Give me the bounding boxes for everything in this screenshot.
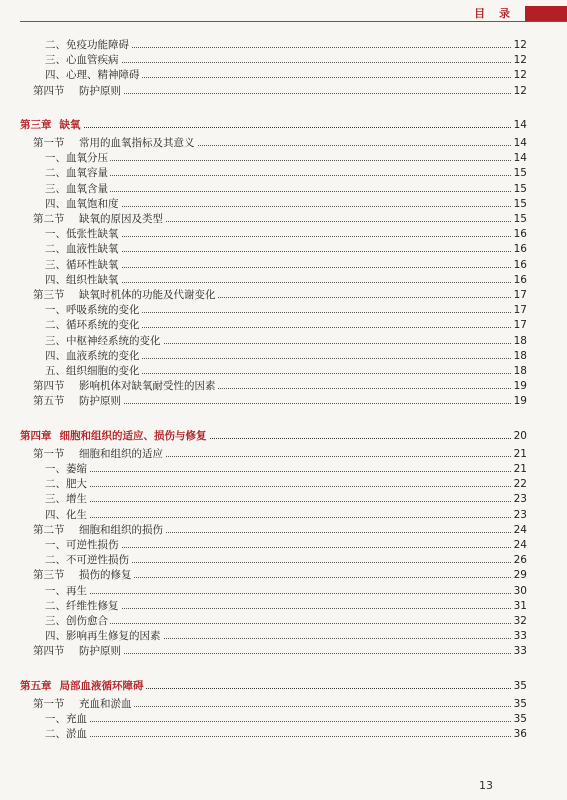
toc-entry-text: 一、低张性缺氧 — [45, 228, 119, 241]
toc-entry-page: 19 — [513, 380, 527, 393]
toc-item-entry[interactable] — [0, 598, 567, 614]
toc-entry-text: 一、萎缩 — [45, 463, 87, 475]
toc-entry-page: 19 — [513, 395, 527, 408]
toc-entry-number: 第一节 — [33, 137, 65, 149]
toc-entry-number: 第四节 — [33, 645, 65, 658]
toc-entry-title — [45, 241, 121, 257]
toc-entry-page: 23 — [513, 493, 527, 506]
toc-entry-title — [45, 552, 131, 568]
toc-entry-page: 16 — [513, 258, 527, 271]
toc-entry-title — [45, 317, 142, 333]
toc-entry-page: 35 — [513, 679, 527, 692]
toc-entry-page: 15 — [513, 167, 527, 180]
toc-entry-number: 第五节 — [33, 395, 65, 408]
toc-entry-text: 三、心血管疾病 — [45, 54, 119, 67]
toc-item-entry[interactable] — [0, 476, 567, 492]
toc-entry-number: 第三节 — [33, 569, 65, 582]
dot-leader — [45, 721, 511, 722]
toc-entry-page: 35 — [513, 697, 527, 710]
toc-entry-text: 影响机体对缺氧耐受性的因素 — [79, 380, 216, 393]
toc-entry-page: 26 — [513, 554, 527, 567]
toc-entry-title — [45, 196, 121, 212]
toc-item-entry[interactable] — [0, 537, 567, 553]
toc-entry-text: 一、可逆性损伤 — [45, 539, 119, 551]
toc-entry-text: 细胞和组织的适应、损伤与修复 — [59, 429, 207, 442]
toc-entry-text: 二、免疫功能障碍 — [45, 39, 129, 51]
toc-entry-title — [20, 428, 209, 444]
toc-entry-title — [45, 67, 142, 83]
toc-entry-text: 二、循环系统的变化 — [45, 319, 140, 332]
toc-item-entry[interactable] — [0, 726, 567, 742]
toc-entry-number: 第一节 — [33, 447, 65, 460]
toc-entry-title — [45, 257, 121, 273]
toc-entry-page: 12 — [513, 84, 527, 97]
toc-section-entry[interactable] — [0, 522, 567, 538]
header-title: 目 录 — [474, 7, 515, 20]
toc-entry-page: 16 — [513, 273, 527, 286]
toc-entry-page: 20 — [513, 429, 527, 442]
toc-item-entry[interactable] — [0, 317, 567, 333]
dot-leader — [20, 127, 511, 128]
toc-entry-page: 15 — [513, 197, 527, 210]
toc-entry-page: 29 — [513, 569, 527, 582]
toc-entry-text: 缺氧的原因及类型 — [79, 213, 163, 225]
toc-entry-text: 二、不可逆性损伤 — [45, 554, 129, 567]
dot-leader — [45, 501, 511, 502]
toc-entry-number: 第三节 — [33, 289, 65, 301]
toc-entry-page: 33 — [513, 630, 527, 643]
toc-item-entry[interactable] — [0, 628, 567, 644]
dot-leader — [45, 623, 511, 624]
toc-item-entry[interactable] — [0, 711, 567, 727]
toc-entry-page: 24 — [513, 523, 527, 536]
toc-entry-page: 23 — [513, 508, 527, 521]
toc-entry-page: 14 — [513, 152, 527, 165]
toc-entry-text: 二、血液性缺氧 — [45, 243, 119, 256]
toc-item-entry[interactable] — [0, 226, 567, 242]
toc-entry-title — [33, 567, 134, 583]
toc-entry-title — [45, 348, 142, 364]
toc-entry-title — [45, 333, 163, 349]
toc-entry-text: 三、创伤愈合 — [45, 615, 108, 627]
toc-entry-title — [45, 226, 121, 242]
toc-entry-text: 损伤的修复 — [79, 569, 132, 582]
toc-item-entry[interactable] — [0, 507, 567, 523]
toc-item-entry[interactable] — [0, 272, 567, 288]
toc-entry-text: 三、中枢神经系统的变化 — [45, 334, 161, 347]
toc-entry-page: 12 — [513, 69, 527, 82]
toc-item-entry[interactable] — [0, 491, 567, 507]
toc-entry-page: 24 — [513, 539, 527, 551]
toc-entry-title — [33, 211, 165, 227]
toc-entry-title — [45, 165, 110, 181]
toc-section-entry[interactable] — [0, 135, 567, 151]
toc-section-entry[interactable] — [0, 378, 567, 394]
toc-entry-text: 缺氧时机体的功能及代谢变化 — [79, 289, 216, 301]
toc-entry-text: 防护原则 — [79, 645, 121, 658]
toc-entry-title — [20, 117, 83, 133]
toc-entry-title — [45, 711, 89, 727]
toc-entry-page: 15 — [513, 213, 527, 225]
toc-entry-text: 二、血氧容量 — [45, 167, 108, 180]
toc-entry-title — [45, 150, 110, 166]
toc-section-entry[interactable] — [0, 696, 567, 712]
toc-entry-page: 16 — [513, 243, 527, 256]
toc-entry-text: 细胞和组织的损伤 — [79, 523, 163, 536]
toc-entry-page: 22 — [513, 478, 527, 491]
toc-entry-title — [45, 507, 89, 523]
toc-entry-text: 常用的血氧指标及其意义 — [79, 137, 195, 149]
toc-section-entry[interactable] — [0, 567, 567, 583]
toc-item-entry[interactable] — [0, 363, 567, 379]
dot-leader — [45, 593, 511, 594]
toc-entry-number: 第四章 — [20, 429, 52, 442]
toc-entry-title — [45, 726, 89, 742]
toc-section-entry[interactable] — [0, 287, 567, 303]
toc-entry-title — [45, 363, 142, 379]
toc-section-entry[interactable] — [0, 83, 567, 99]
toc-entry-title — [33, 378, 218, 394]
toc-entry-page: 14 — [513, 118, 527, 131]
toc-item-entry[interactable] — [0, 52, 567, 68]
dot-leader — [45, 160, 511, 161]
toc-entry-page: 35 — [513, 713, 527, 725]
toc-entry-page: 14 — [513, 137, 527, 149]
toc-entry-text: 细胞和组织的适应 — [79, 447, 163, 460]
toc-entry-title — [33, 135, 197, 151]
toc-chapter-entry[interactable] — [0, 117, 567, 133]
toc-entry-page: 15 — [513, 182, 527, 195]
toc-entry-text: 一、呼吸系统的变化 — [45, 304, 140, 317]
toc-item-entry[interactable] — [0, 181, 567, 197]
toc-entry-page: 18 — [513, 349, 527, 362]
toc-item-entry[interactable] — [0, 461, 567, 477]
toc-entry-title — [45, 613, 110, 629]
toc-entry-page: 17 — [513, 304, 527, 317]
toc-entry-text: 缺氧 — [59, 118, 81, 131]
toc-entry-text: 防护原则 — [79, 84, 121, 97]
toc-item-entry[interactable] — [0, 165, 567, 181]
toc-item-entry[interactable] — [0, 150, 567, 166]
toc-entry-text: 四、化生 — [45, 508, 87, 521]
toc-entry-title — [45, 491, 89, 507]
toc-entry-text: 四、血氧饱和度 — [45, 197, 119, 210]
toc-entry-number: 第二节 — [33, 213, 65, 225]
dot-leader — [45, 486, 511, 487]
toc-entry-page: 32 — [513, 615, 527, 627]
toc-entry-page: 36 — [513, 728, 527, 741]
toc-entry-page: 30 — [513, 584, 527, 597]
toc-item-entry[interactable] — [0, 302, 567, 318]
toc-section-entry[interactable] — [0, 211, 567, 227]
toc-entry-title — [45, 181, 110, 197]
toc-entry-title — [33, 287, 218, 303]
toc-entry-title — [20, 678, 146, 694]
toc-entry-text: 四、心理、精神障碍 — [45, 69, 140, 82]
toc-entry-page: 18 — [513, 334, 527, 347]
toc-section-entry[interactable] — [0, 393, 567, 409]
toc-entry-page: 33 — [513, 645, 527, 658]
toc-entry-text: 三、增生 — [45, 493, 87, 506]
toc-entry-title — [33, 393, 123, 409]
toc-entry-title — [45, 272, 121, 288]
toc-entry-number: 第四节 — [33, 380, 65, 393]
toc-entry-text: 二、纤维性修复 — [45, 599, 119, 612]
toc-item-entry[interactable] — [0, 241, 567, 257]
toc-item-entry[interactable] — [0, 348, 567, 364]
toc-entry-text: 四、血液系统的变化 — [45, 349, 140, 362]
toc-entry-title — [33, 696, 134, 712]
toc-section-entry[interactable] — [0, 643, 567, 659]
toc-entry-text: 二、肥大 — [45, 478, 87, 491]
toc-chapter-entry[interactable] — [0, 678, 567, 694]
toc-entry-text: 四、影响再生修复的因素 — [45, 630, 161, 643]
toc-entry-text: 充血和淤血 — [79, 697, 132, 710]
toc-entry-title — [45, 583, 89, 599]
header-accent-bar — [525, 6, 567, 21]
toc-entry-title — [33, 643, 123, 659]
toc-entry-text: 三、血氧含量 — [45, 182, 108, 195]
toc-entry-page: 12 — [513, 39, 527, 51]
toc-entry-page: 31 — [513, 599, 527, 612]
toc-entry-title — [33, 522, 165, 538]
dot-leader — [45, 175, 511, 176]
toc-entry-page: 21 — [513, 463, 527, 475]
toc-entry-title — [45, 37, 131, 53]
toc-entry-number: 第四节 — [33, 84, 65, 97]
toc-entry-text: 一、充血 — [45, 713, 87, 725]
dot-leader — [45, 517, 511, 518]
toc-chapter-entry[interactable] — [0, 428, 567, 444]
toc-entry-number: 第三章 — [20, 118, 52, 131]
toc-entry-page: 16 — [513, 228, 527, 241]
header-rule — [20, 21, 567, 22]
toc-entry-title — [45, 52, 121, 68]
toc-item-entry[interactable] — [0, 257, 567, 273]
toc-item-entry[interactable] — [0, 333, 567, 349]
toc-item-entry[interactable] — [0, 583, 567, 599]
toc-item-entry[interactable] — [0, 613, 567, 629]
toc-item-entry[interactable] — [0, 67, 567, 83]
toc-entry-text: 二、淤血 — [45, 728, 87, 741]
dot-leader — [45, 191, 511, 192]
toc-entry-number: 第五章 — [20, 679, 52, 692]
page-number: 13 — [479, 779, 493, 792]
toc-entry-page: 12 — [513, 54, 527, 67]
toc-item-entry[interactable] — [0, 196, 567, 212]
toc-entry-title — [33, 446, 165, 462]
dot-leader — [45, 736, 511, 737]
toc-entry-page: 18 — [513, 365, 527, 377]
dot-leader — [45, 471, 511, 472]
toc-entry-text: 一、血氧分压 — [45, 152, 108, 165]
toc-entry-title — [45, 598, 121, 614]
toc-entry-title — [45, 537, 121, 553]
toc-entry-page: 17 — [513, 289, 527, 301]
toc-entry-text: 四、组织性缺氧 — [45, 273, 119, 286]
toc-entry-page: 21 — [513, 447, 527, 460]
toc-entry-text: 防护原则 — [79, 395, 121, 408]
toc-entry-number: 第一节 — [33, 697, 65, 710]
toc-entry-title — [45, 476, 89, 492]
toc-entry-title — [45, 628, 163, 644]
toc-section-entry[interactable] — [0, 446, 567, 462]
toc-entry-text: 五、组织细胞的变化 — [45, 365, 140, 377]
toc-entry-page: 17 — [513, 319, 527, 332]
toc-entry-number: 第二节 — [33, 523, 65, 536]
toc-entry-text: 三、循环性缺氧 — [45, 258, 119, 271]
toc-entry-title — [45, 302, 142, 318]
toc-entry-title — [33, 83, 123, 99]
page-header — [0, 0, 567, 22]
toc-item-entry[interactable] — [0, 552, 567, 568]
toc-entry-text: 局部血液循环障碍 — [59, 679, 144, 692]
toc-entry-text: 一、再生 — [45, 584, 87, 597]
toc-item-entry[interactable] — [0, 37, 567, 53]
toc-entry-title — [45, 461, 89, 477]
